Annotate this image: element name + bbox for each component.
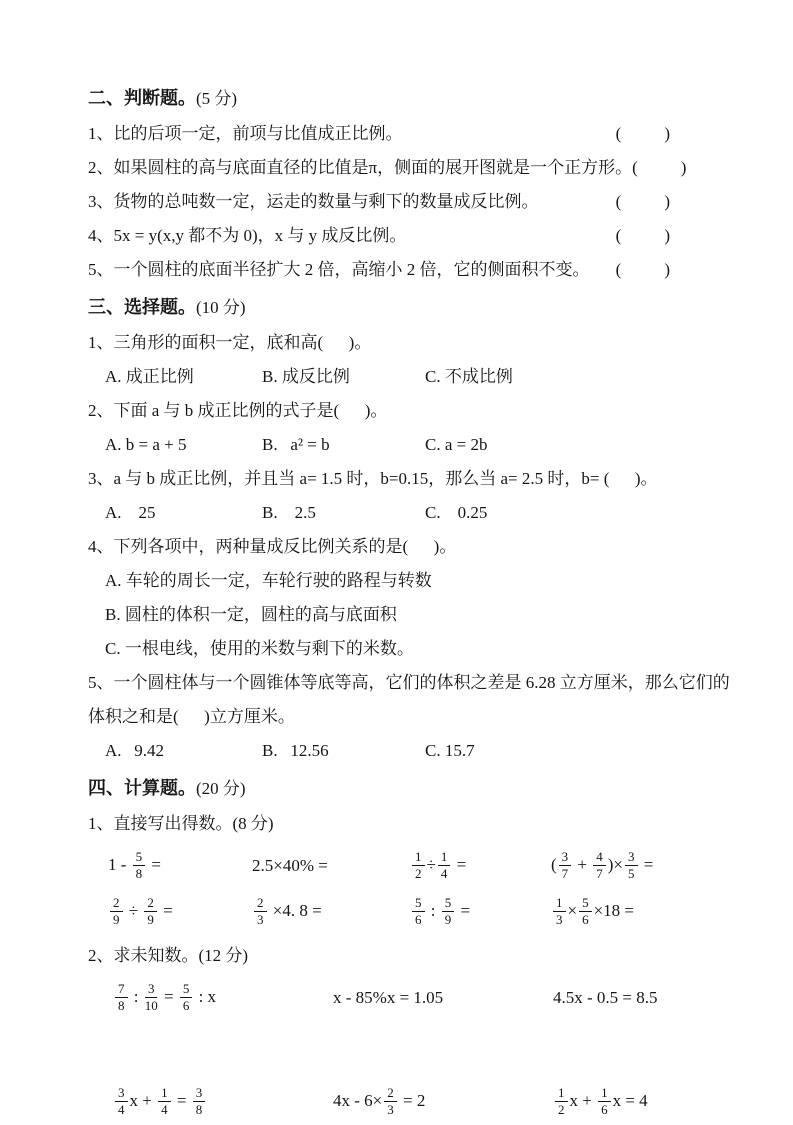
option-a: A. 车轮的周长一定，车轮行驶的路程与转数 [105,571,432,590]
option-row [88,502,705,524]
option-list [88,570,705,660]
fraction: $\frac{7}{8}$ [115,982,128,1012]
section-heading-judge [88,86,705,111]
fraction: $\frac{5}{6}$ [412,896,425,926]
question-text: 2、如果圆柱的高与底面直径的比值是π，侧面的展开图就是一个正方形。 [88,158,633,177]
fraction: $\frac{2}{3}$ [384,1086,397,1116]
option-row [88,740,705,762]
judge-item [88,123,705,145]
fraction: $\frac{5}{6}$ [579,896,592,926]
option-b: B. 成反比例 [262,367,350,386]
answer-blank: ( ) [615,226,671,245]
math-expression: 4x - 6× $\frac{2}{3}$ = 2 [333,1084,426,1117]
question-stem: 3、a 与 b 成正比例，并且当 a= 1.5 时，b=0.15，那么当 a= 2.5 时，b= ( )。 [88,469,658,488]
math-expression: 4.5x - 0.5 = 8.5 [553,988,658,1007]
fraction: $\frac{1}{2}$ [555,1086,568,1116]
fraction: $\frac{4}{7}$ [593,850,606,880]
subsection-label: 2、求未知数。(12 分) [88,946,249,965]
math-expression: $\frac{1}{3}$ × $\frac{5}{6}$ ×18 = [551,897,705,927]
math-expression: ( $\frac{3}{7}$ + $\frac{4}{7}$ )× $\frac{3}{5}$ = [551,848,654,881]
judge-item [88,259,705,281]
answer-blank: ( ) [615,192,671,211]
option-b: B. 圆柱的体积一定，圆柱的高与底面积 [105,605,397,624]
option-row [88,434,705,456]
fraction: $\frac{1}{2}$ [412,850,425,880]
section-title: 二、判断题。 [88,88,196,108]
fraction: $\frac{1}{4}$ [158,1086,171,1116]
calc-row [88,843,705,889]
fraction: $\frac{3}{7}$ [559,850,572,880]
fraction: $\frac{2}{9}$ [110,896,123,926]
option-b: B. 2.5 [262,503,316,522]
equation-row [88,975,705,1021]
question-text: 3、货物的总吨数一定，运走的数量与剩下的数量成反比例。 [88,192,539,211]
section-title: 三、选择题。 [88,297,196,317]
section-points: (20 分) [196,779,246,798]
section-points: (5 分) [196,89,238,108]
math-expression: $\frac{7}{8}$ : $\frac{3}{10}$ = $\frac{5}{6}$ : x [113,983,333,1013]
fraction: $\frac{5}{9}$ [442,896,455,926]
answer-blank: ( ) [615,260,671,279]
option-a: A. 25 [105,503,156,522]
math-expression: $\frac{1}{2}$ ÷ $\frac{1}{4}$ = [410,851,551,881]
fraction: $\frac{1}{3}$ [553,896,566,926]
fraction: $\frac{3}{4}$ [115,1086,128,1116]
math-expression: $\frac{3}{4}$ x + $\frac{1}{4}$ = $\frac{3}{8}$ [113,1087,333,1117]
fraction: $\frac{3}{8}$ [193,1086,206,1116]
option-c: C. 15.7 [425,741,475,760]
option-a: A. 成正比例 [105,367,194,386]
question-text: 5、一个圆柱的底面半径扩大 2 倍，高缩小 2 倍，它的侧面积不变。 [88,260,590,279]
judge-item [88,225,705,247]
question-text: 4、5x = y(x,y 都不为 0)，x 与 y 成反比例。 [88,226,407,245]
judge-item [88,191,705,213]
answer-blank: ( ) [615,124,671,143]
option-c: C. 不成比例 [425,367,513,386]
question-stem: 4、下列各项中，两种量成反比例关系的是( )。 [88,537,457,556]
answer-blank: ( ) [632,158,688,177]
calc-row [88,889,705,935]
fraction: $\frac{1}{6}$ [598,1086,611,1116]
option-a: A. 9.42 [105,741,165,760]
question-stem-line2: 体积之和是( )立方厘米。 [88,707,295,726]
section-points: (10 分) [196,298,246,317]
question-stem-line1: 5、一个圆柱体与一个圆锥体等底等高，它们的体积之差是 6.28 立方厘米，那么它们的 [88,673,730,692]
math-expression: $\frac{5}{6}$ : $\frac{5}{9}$ = [410,897,551,927]
fraction: $\frac{3}{10}$ [144,980,158,1013]
fraction: $\frac{1}{4}$ [438,850,451,880]
subsection-label: 1、直接写出得数。(8 分) [88,814,274,833]
math-expression: $\frac{2}{9}$ ÷ $\frac{2}{9}$ = [108,897,252,927]
math-expression: $\frac{2}{3}$ ×4. 8 = [252,897,410,927]
math-expression: $\frac{1}{2}$ x + $\frac{1}{6}$ x = 4 [553,1087,705,1117]
fraction: $\frac{3}{5}$ [625,850,638,880]
section-title: 四、计算题。 [88,778,196,798]
section-heading-calc [88,776,705,801]
question-stem: 2、下面 a 与 b 成正比例的式子是( )。 [88,401,388,420]
question-text: 1、比的后项一定，前项与比值成正比例。 [88,124,403,143]
option-b: B. 12.56 [262,741,329,760]
fraction: $\frac{5}{8}$ [133,850,146,880]
fraction: $\frac{2}{3}$ [254,896,267,926]
section-heading-choice [88,295,705,320]
math-expression: 1 - $\frac{5}{8}$ = [108,848,162,881]
math-expression: x - 85%x = 1.05 [333,988,444,1007]
option-row [88,366,705,388]
option-c: C. 0.25 [425,503,488,522]
option-a: A. b = a + 5 [105,435,187,454]
judge-item [88,157,705,179]
option-c: C. 一根电线，使用的米数与剩下的米数。 [105,639,414,658]
fraction: $\frac{2}{9}$ [144,896,157,926]
equation-row [88,1079,705,1125]
math-expression: 2.5×40% = [252,856,328,875]
option-c: C. a = 2b [425,435,488,454]
question-stem: 1、三角形的面积一定，底和高( )。 [88,333,372,352]
fraction: $\frac{5}{6}$ [180,982,193,1012]
option-b: B. a² = b [262,435,330,454]
